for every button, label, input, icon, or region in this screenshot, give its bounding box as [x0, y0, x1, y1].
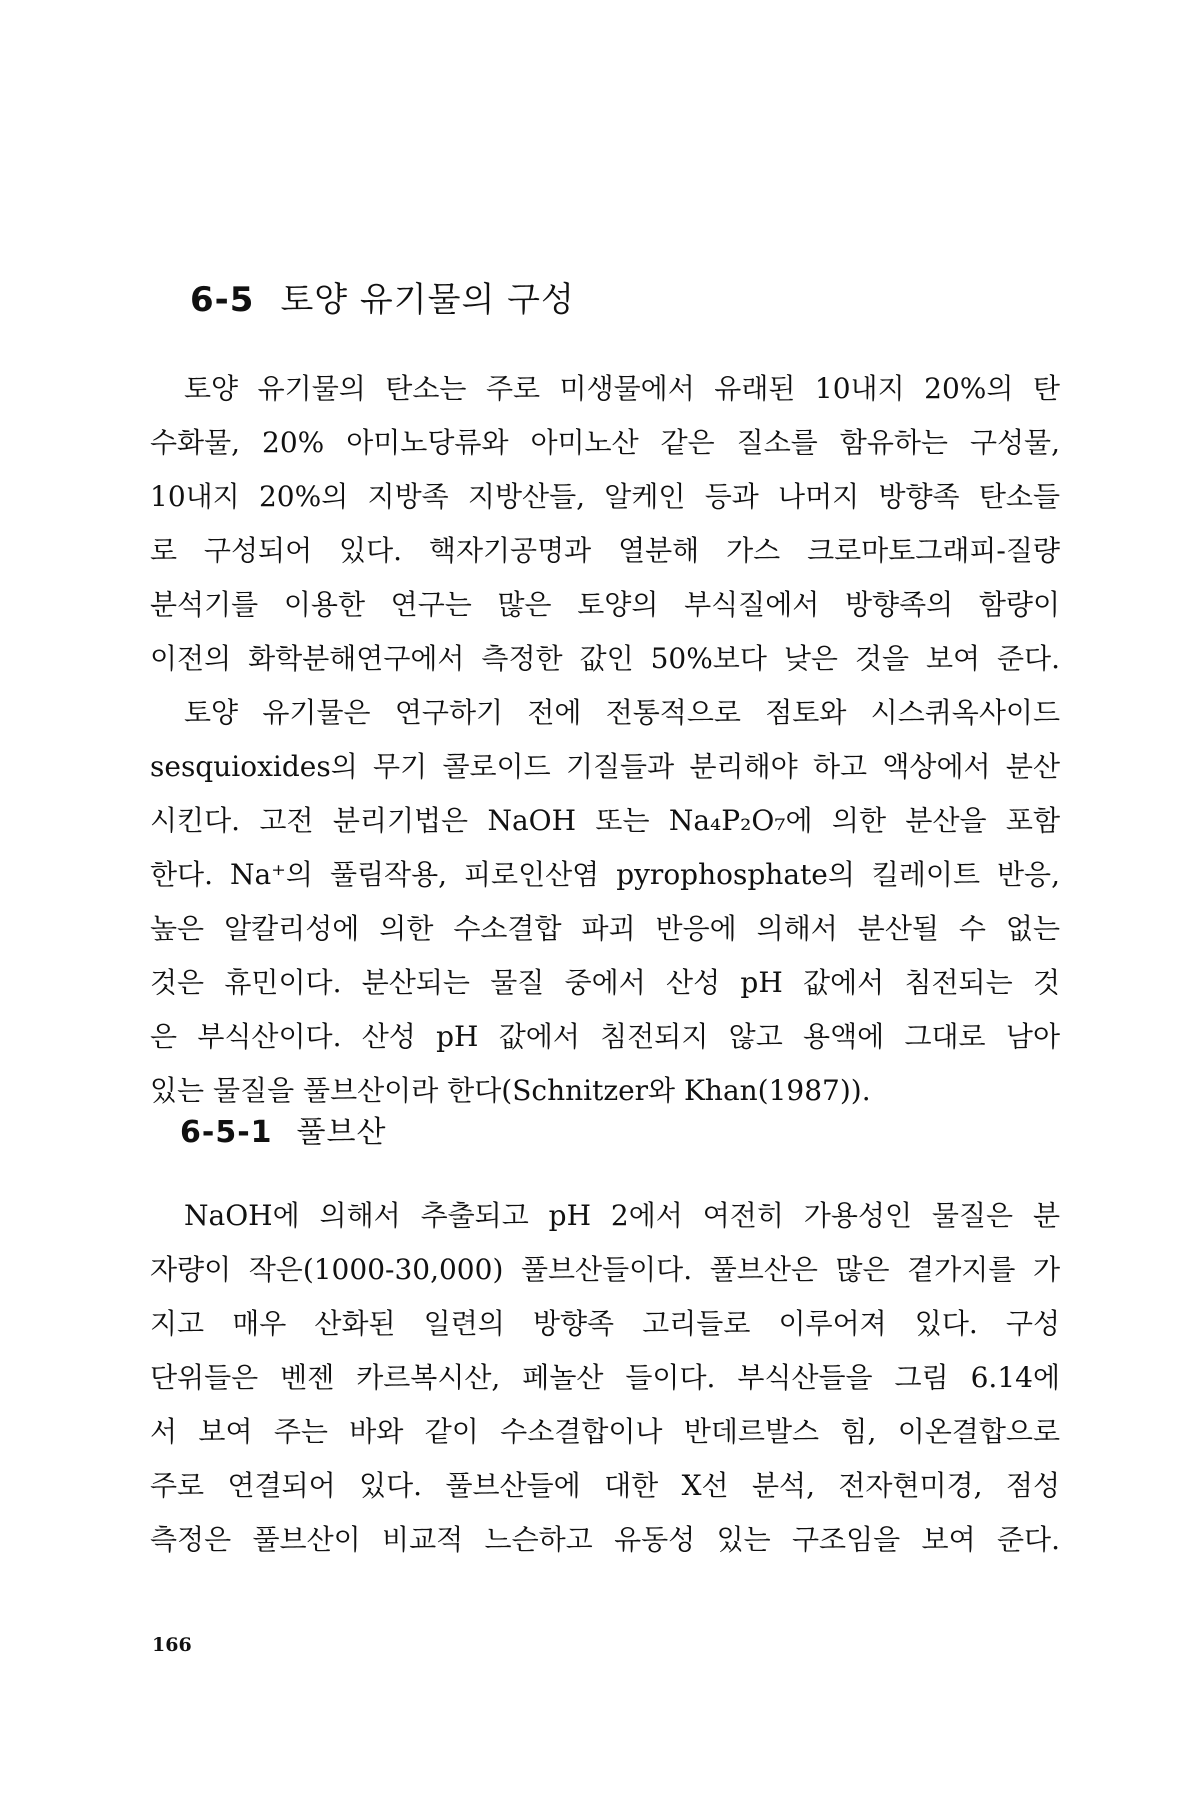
paragraph-line: 수화물, 20% 아미노당류와 아미노산 같은 질소를 함유하는 구성물, [150, 426, 1060, 459]
paragraph-line: sesquioxides의 무기 콜로이드 기질들과 분리해야 하고 액상에서 분산 [150, 750, 1060, 783]
paragraph-line: 시킨다. 고전 분리기법은 NaOH 또는 Na₄P₂O₇에 의한 분산을 포함 [150, 804, 1060, 837]
paragraph-line: 토양 유기물의 탄소는 주로 미생물에서 유래된 10내지 20%의 탄 [184, 372, 1060, 405]
paragraph-line: 은 부식산이다. 산성 pH 값에서 침전되지 않고 용액에 그대로 남아 [150, 1020, 1060, 1053]
paragraph-line: 높은 알칼리성에 의한 수소결합 파괴 반응에 의해서 분산될 수 없는 [150, 912, 1060, 945]
subsection-title-text: 풀브산 [296, 1115, 387, 1150]
paragraph-line: 이전의 화학분해연구에서 측정한 값인 50%보다 낮은 것을 보여 준다. [150, 642, 1060, 675]
paragraph-line: 자량이 작은(1000-30,000) 풀브산들이다. 풀브산은 많은 곁가지를 가 [150, 1253, 1060, 1286]
paragraph-line: 주로 연결되어 있다. 풀브산들에 대한 X선 분석, 전자현미경, 점성 [150, 1469, 1060, 1502]
paragraph-line: 로 구성되어 있다. 핵자기공명과 열분해 가스 크로마토그래피-질량 [150, 534, 1060, 567]
subsection-heading [180, 1107, 386, 1151]
paragraph-line: 토양 유기물은 연구하기 전에 전통적으로 점토와 시스퀴옥사이드 [184, 696, 1060, 729]
paragraph-line: 것은 휴민이다. 분산되는 물질 중에서 산성 pH 값에서 침전되는 것 [150, 966, 1060, 999]
body-text-main [150, 362, 1060, 1118]
section-heading [190, 272, 575, 321]
paragraph-line: 분석기를 이용한 연구는 많은 토양의 부식질에서 방향족의 함량이 [150, 588, 1060, 621]
section-number: 6-5 [190, 280, 255, 320]
subsection-number: 6-5-1 [180, 1115, 273, 1150]
body-text-fulvic [150, 1189, 1060, 1567]
paragraph-line: 측정은 풀브산이 비교적 느슨하고 유동성 있는 구조임을 보여 준다. [150, 1523, 1060, 1556]
paragraph-line: NaOH에 의해서 추출되고 pH 2에서 여전히 가용성인 물질은 분 [184, 1199, 1060, 1232]
paragraph-line: 한다. Na⁺의 풀림작용, 피로인산염 pyrophosphate의 킬레이트 반응, [150, 858, 1060, 891]
page-number: 166 [152, 1634, 192, 1656]
paragraph-line: 서 보여 주는 바와 같이 수소결합이나 반데르발스 힘, 이온결합으로 [150, 1415, 1060, 1448]
paragraph-line: 10내지 20%의 지방족 지방산들, 알케인 등과 나머지 방향족 탄소들 [150, 480, 1060, 513]
paragraph-line: 있는 물질을 풀브산이라 한다(Schnitzer와 Khan(1987)). [150, 1074, 871, 1107]
paragraph-line: 단위들은 벤젠 카르복시산, 페놀산 들이다. 부식산들을 그림 6.14에 [150, 1361, 1060, 1394]
paragraph-line: 지고 매우 산화된 일련의 방향족 고리들로 이루어져 있다. 구성 [150, 1307, 1060, 1340]
section-title-text: 토양 유기물의 구성 [280, 280, 575, 320]
